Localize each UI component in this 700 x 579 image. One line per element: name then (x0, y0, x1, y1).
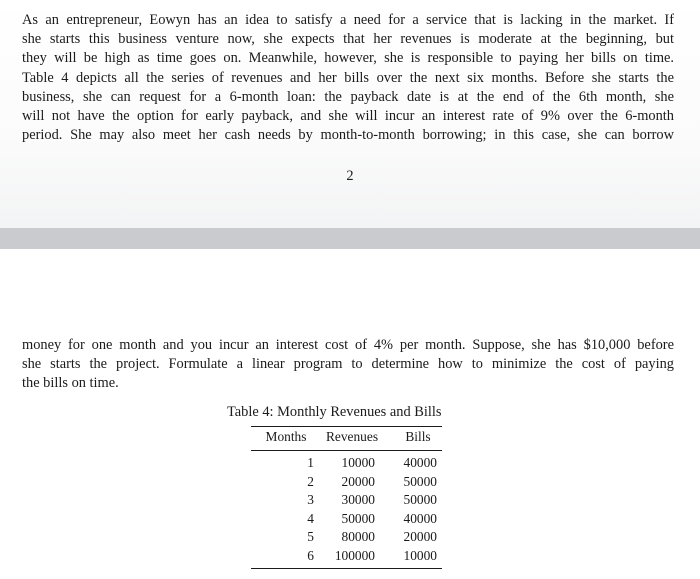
cell-bill: 40000 (403, 510, 437, 526)
paragraph-line: she starts the project. Formulate a linear program to determine how to minimize the cost of paying (22, 356, 674, 373)
paragraph-line: money for one month and you incur an interest cost of 4% per month. Suppose, she has $10,000 before (22, 337, 674, 353)
cell-month: 5 (307, 529, 314, 544)
problem-paragraph-part-1 (22, 11, 674, 145)
paragraph-line: As an entrepreneur, Eowyn has an idea to satisfy a need for a service that is lacking in the market. If (22, 12, 674, 28)
header-bills: Bills (405, 429, 431, 444)
paragraph-line: they will be high as time goes on. Meanwhile, however, she is responsible to paying her bills on time. (22, 50, 674, 67)
paragraph-line: she starts this business venture now, she expects that her revenues is moderate at the beginning, but (22, 31, 674, 48)
cell-month: 4 (307, 510, 314, 526)
cell-revenue: 80000 (341, 529, 375, 544)
cell-revenue: 30000 (341, 492, 375, 507)
cell-bill: 50000 (403, 473, 437, 489)
table-row (251, 547, 442, 565)
header-months: Months (265, 429, 307, 444)
table-header-rule (251, 450, 442, 451)
page-separator (0, 228, 700, 249)
cell-revenue: 10000 (341, 455, 375, 470)
cell-revenue: 20000 (341, 473, 375, 489)
table-row (251, 454, 442, 472)
cell-month: 1 (307, 455, 314, 470)
paragraph-line: the bills on time. (22, 375, 119, 392)
paragraph-line: Table 4 depicts all the series of revenues and her bills over the next six months. Before she starts the (22, 69, 674, 86)
table-caption: Table 4: Monthly Revenues and Bills (227, 404, 442, 420)
cell-month: 6 (307, 547, 314, 563)
table-row (251, 473, 442, 491)
table-header-row (251, 428, 442, 446)
paragraph-line: business, she can request for a 6-month loan: the payback date is at the end of the 6th month, she (22, 88, 674, 105)
table-row (251, 528, 442, 546)
cell-bill: 50000 (403, 492, 437, 507)
header-revenues: Revenues (325, 429, 379, 444)
cell-revenue: 100000 (334, 547, 375, 563)
table-row (251, 491, 442, 509)
cell-revenue: 50000 (341, 510, 375, 526)
table-row (251, 510, 442, 528)
cell-bill: 10000 (403, 547, 437, 563)
cell-month: 2 (307, 473, 314, 489)
table-bottom-rule (251, 568, 442, 569)
cell-bill: 40000 (403, 455, 437, 470)
paragraph-line: will not have the option for early payback, and she will incur an interest rate of 9% over the 6-month (22, 108, 674, 125)
cell-month: 3 (307, 492, 314, 507)
paragraph-line: period. She may also meet her cash needs by month-to-month borrowing; in this case, she can borrow (22, 127, 674, 144)
problem-paragraph-part-2 (22, 336, 674, 394)
page-number: 2 (346, 168, 354, 184)
cell-bill: 20000 (403, 529, 437, 544)
